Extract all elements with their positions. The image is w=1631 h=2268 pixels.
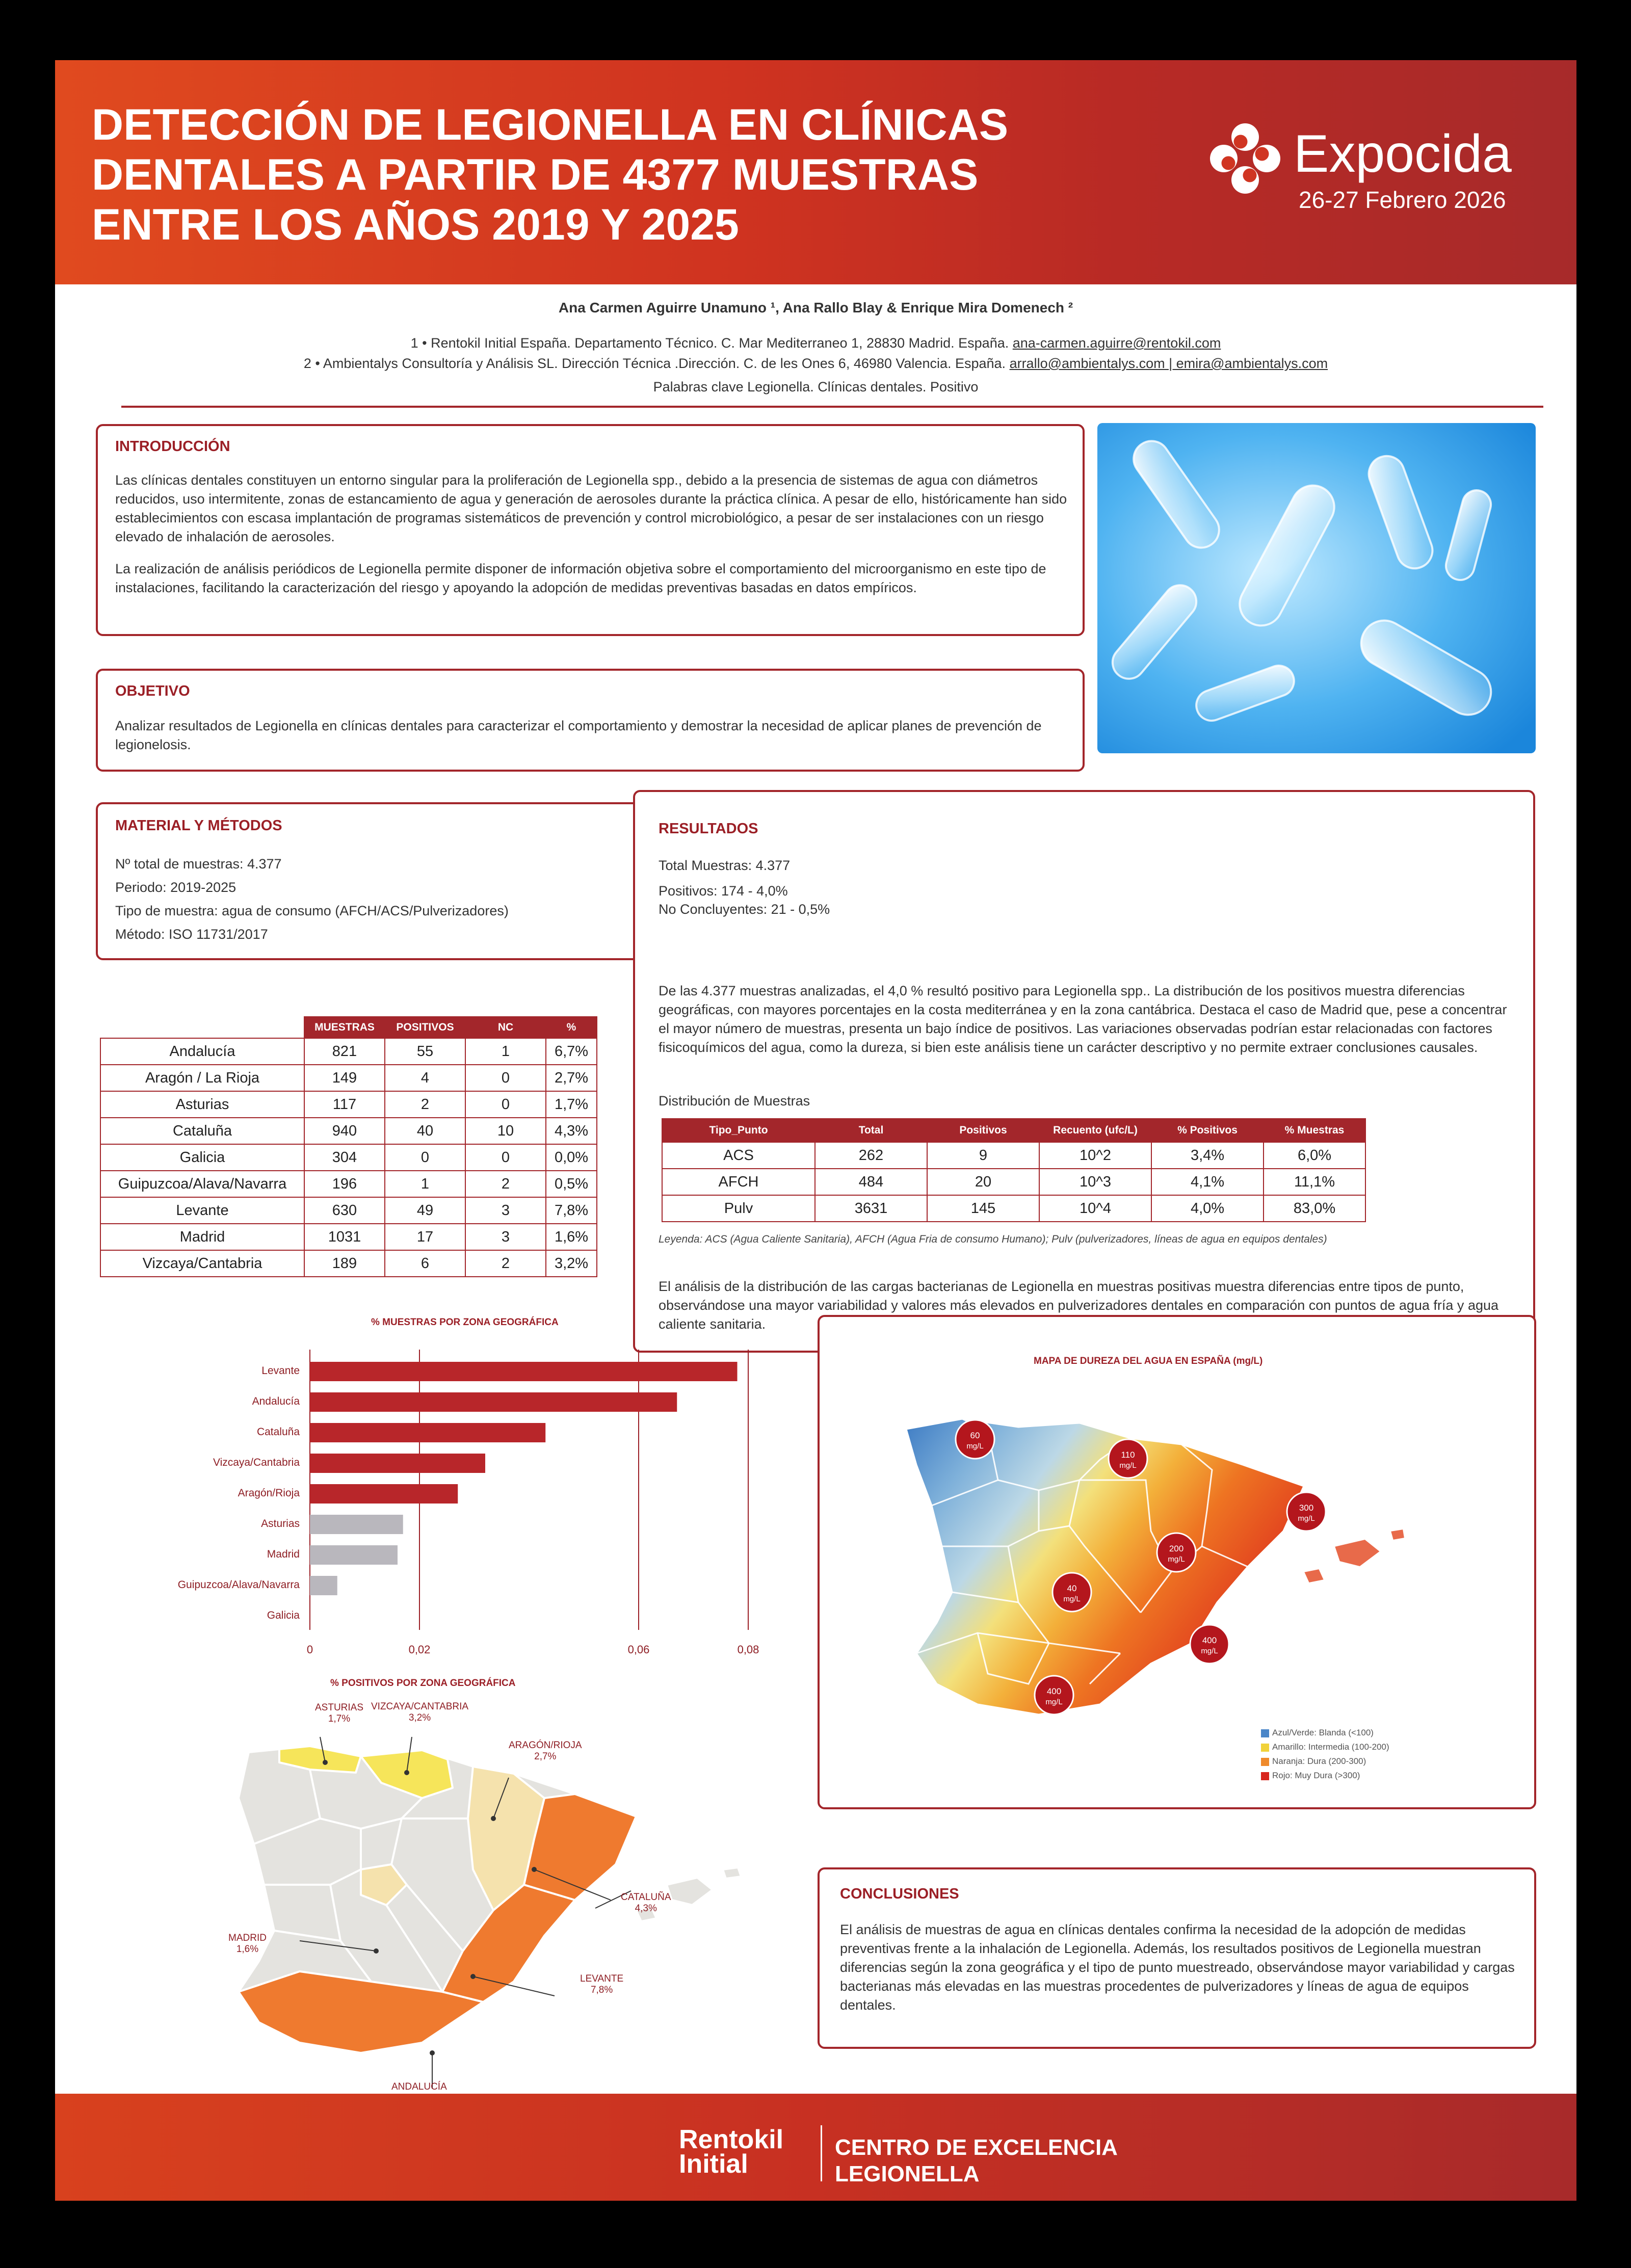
introduccion-box: [96, 424, 1085, 636]
table-header-cell: Recuento (ufc/L): [1039, 1119, 1151, 1142]
table-cell: AFCH: [662, 1169, 815, 1195]
category-label: Asturias: [261, 1518, 300, 1529]
table-row: [100, 1118, 597, 1144]
map-label-madrid: [228, 1933, 267, 1955]
region-name-cell: Asturias: [100, 1091, 304, 1118]
table-cell: 55: [385, 1038, 465, 1065]
distribucion-label: Distribución de Muestras: [659, 1093, 810, 1109]
table-cell: 3: [465, 1224, 546, 1250]
table-row: [662, 1142, 1365, 1169]
rentokil-logo: [679, 2125, 784, 2179]
legend-swatch: [1261, 1772, 1269, 1780]
category-label: Andalucía: [252, 1395, 300, 1407]
keywords: Palabras clave Legionella. Clínicas dentales. Positivo: [653, 379, 979, 394]
table-cell: 10: [465, 1118, 546, 1144]
map-label-value: 1,6%: [236, 1944, 259, 1955]
legionella-bacteria-image: [1097, 423, 1536, 753]
hardness-marker-unit: mg/L: [966, 1442, 984, 1451]
objetivo-text: Analizar resultados de Legionella en clínicas dentales para caracterizar el comportamiento y demostrar la necesidad de aplicar planes de prevención de legionelosis.: [115, 718, 1042, 752]
table-header-row: [662, 1119, 1365, 1142]
affiliation-2-email[interactable]: arrallo@ambientalys.com | emira@ambientalys.com: [1009, 356, 1328, 371]
map-label-value: 1,7%: [328, 1713, 351, 1724]
table-cell: 3: [465, 1197, 546, 1224]
table-cell: 1: [465, 1038, 546, 1065]
table-cell: 821: [304, 1038, 385, 1065]
table-cell: 196: [304, 1171, 385, 1197]
map-positivos-title: % POSITIVOS POR ZONA GEOGRÁFICA: [330, 1678, 516, 1689]
table-header-cell: MUESTRAS: [304, 1017, 385, 1038]
table-cell: 20: [927, 1169, 1039, 1195]
table-cell: 117: [304, 1091, 385, 1118]
hardness-marker-unit: mg/L: [1063, 1595, 1081, 1603]
table-cell: 40: [385, 1118, 465, 1144]
distribucion-table-body: [662, 1142, 1365, 1222]
table-cell: Pulv: [662, 1195, 815, 1222]
resultados-total: Total Muestras: 4.377: [659, 858, 791, 873]
resultados-box: [633, 790, 1535, 1353]
resultados-analysis: El análisis de la distribución de las cargas bacterianas de Legionella en muestras positivas muestra diferencias entre tipos de punto, observándose una mayor variabilidad y valores más elevados en pulverizadores dentales en comparación con puntos de agua fría y agua caliente sanitaria.: [659, 1279, 1499, 1332]
table-cell: 2: [465, 1250, 546, 1277]
affiliation-1-email[interactable]: ana-carmen.aguirre@rentokil.com: [1012, 335, 1221, 351]
material-lines: [115, 852, 640, 946]
table-cell: 10^3: [1039, 1169, 1151, 1195]
region-name-cell: Levante: [100, 1197, 304, 1224]
map-label-levante: [580, 1973, 623, 1996]
x-tick-label: 0,02: [408, 1643, 431, 1656]
legend-label: Naranja: Dura (200-300): [1272, 1756, 1366, 1766]
hardness-marker-unit: mg/L: [1201, 1647, 1218, 1655]
legend-item: [1261, 1728, 1374, 1738]
table-row: [100, 1144, 597, 1171]
objetivo-box: [96, 669, 1085, 772]
region-name-cell: Cataluña: [100, 1118, 304, 1144]
footer-line: CENTRO DE EXCELENCIA: [835, 2135, 1118, 2160]
affiliation-1: [55, 335, 1576, 351]
table-cell: 1,6%: [546, 1224, 597, 1250]
legend-swatch: [1261, 1744, 1269, 1752]
table-cell: 10^4: [1039, 1195, 1151, 1222]
table-row: [100, 1065, 597, 1091]
table-cell: 4,1%: [1151, 1169, 1264, 1195]
table-row: [662, 1195, 1365, 1222]
category-label: Galicia: [267, 1610, 300, 1621]
hardness-marker: [1287, 1492, 1326, 1531]
material-line: Nº total de muestras: 4.377: [115, 856, 282, 872]
header-banner: [55, 60, 1576, 284]
map-label-name: MADRID: [228, 1933, 267, 1943]
material-line: Periodo: 2019-2025: [115, 880, 236, 895]
table-header-cell: %: [546, 1017, 597, 1038]
region-name-cell: Andalucía: [100, 1038, 304, 1065]
resultados-no-concluyentes: No Concluyentes: 21 - 0,5%: [659, 902, 830, 917]
bar: [310, 1454, 485, 1473]
table-cell: 0: [385, 1144, 465, 1171]
table-row: [100, 1224, 597, 1250]
table-row: [100, 1197, 597, 1224]
brand-line: Initial: [679, 2149, 748, 2179]
hardness-marker: [1053, 1573, 1091, 1612]
material-box: [96, 802, 651, 960]
brand-line: Rentokil: [679, 2125, 784, 2154]
table-cell: 0,0%: [546, 1144, 597, 1171]
hardness-marker-unit: mg/L: [1298, 1514, 1315, 1523]
bar: [310, 1545, 398, 1565]
event-date: 26-27 Febrero 2026: [1299, 187, 1506, 213]
table-row: [100, 1091, 597, 1118]
region-table-body: [100, 1038, 597, 1277]
category-label: Madrid: [267, 1548, 300, 1560]
x-tick-label: 0,08: [737, 1643, 759, 1656]
map-label-vizcaya: [371, 1701, 468, 1724]
table-cell: 2: [385, 1091, 465, 1118]
table-cell: 11,1%: [1264, 1169, 1365, 1195]
dureza-map-box: [818, 1315, 1536, 1809]
category-label: Cataluña: [256, 1426, 300, 1438]
divider: [121, 406, 1543, 408]
table-cell: 83,0%: [1264, 1195, 1365, 1222]
table-cell: 630: [304, 1197, 385, 1224]
legend-item: [1261, 1756, 1366, 1766]
table-cell: 1,7%: [546, 1091, 597, 1118]
hardness-marker: [956, 1420, 994, 1459]
legend-swatch: [1261, 1758, 1269, 1766]
bar: [310, 1484, 458, 1504]
table-cell: 6,0%: [1264, 1142, 1365, 1169]
material-line: Método: ISO 11731/2017: [115, 927, 268, 942]
hardness-marker: [1109, 1439, 1147, 1478]
table-cell: 6: [385, 1250, 465, 1277]
bar: [310, 1362, 738, 1381]
affiliation-2-text: 2 • Ambientalys Consultoría y Análisis SL. Dirección Técnica .Dirección. C. de les Ones 6, 46980 Valencia. España.: [303, 356, 1010, 371]
region-table: [100, 1016, 597, 1277]
introduccion-paragraph: Las clínicas dentales constituyen un entorno singular para la proliferación de Legionella spp., debido a la presencia de sistemas de agua con diámetros reducidos, uso intermitente, zonas de estancamiento de agua y generación de aerosoles durante la práctica clínica. A pesar de ello, históricamente han sido establecimientos con escasa implantación de programas sistemáticos de prevención y control microbiológico, a pesar de ser instalaciones con un riesgo elevado de inhalación de aerosoles.: [115, 472, 1067, 544]
bar: [310, 1423, 545, 1442]
legend-swatch: [1261, 1729, 1269, 1737]
event-logo: [1207, 120, 1564, 253]
x-tick-label: 0: [306, 1643, 313, 1656]
table-header-cell: POSITIVOS: [385, 1017, 465, 1038]
table-cell: 4: [385, 1065, 465, 1091]
title-line: DENTALES A PARTIR DE 4377 MUESTRAS: [92, 150, 979, 199]
objetivo-title: OBJETIVO: [115, 683, 190, 699]
region-name-cell: Guipuzcoa/Alava/Navarra: [100, 1171, 304, 1197]
hardness-marker: [1035, 1676, 1073, 1715]
affiliation-1-text: 1 • Rentokil Initial España. Departamento Técnico. C. Mar Mediterraneo 1, 28830 Madrid. España.: [410, 335, 1013, 351]
hardness-marker-value: 200: [1169, 1544, 1184, 1553]
table-header-blank: [100, 1017, 304, 1038]
table-header-cell: NC: [465, 1017, 546, 1038]
conclusiones-title: CONCLUSIONES: [840, 1886, 959, 1902]
expocida-logo-icon: [1207, 120, 1283, 197]
table-cell: 2,7%: [546, 1065, 597, 1091]
x-tick-label: 0,06: [627, 1643, 650, 1656]
table-cell: 3,4%: [1151, 1142, 1264, 1169]
map-label-name: LEVANTE: [580, 1973, 624, 1984]
hardness-marker-unit: mg/L: [1045, 1698, 1063, 1706]
authors: Ana Carmen Aguirre Unamuno ¹, Ana Rallo Blay & Enrique Mira Domenech ²: [558, 300, 1073, 315]
chart-title: % MUESTRAS POR ZONA GEOGRÁFICA: [371, 1317, 559, 1328]
table-cell: 262: [815, 1142, 927, 1169]
table-cell: 4,3%: [546, 1118, 597, 1144]
table-cell: 145: [927, 1195, 1039, 1222]
hardness-marker-value: 300: [1299, 1503, 1314, 1513]
hardness-marker-value: 40: [1067, 1584, 1077, 1593]
category-label: Vizcaya/Cantabria: [213, 1457, 300, 1468]
resultados-title: RESULTADOS: [659, 821, 758, 837]
table-cell: 9: [927, 1142, 1039, 1169]
table-row: [100, 1038, 597, 1065]
table-cell: 0: [465, 1091, 546, 1118]
poster: [55, 60, 1576, 2201]
poster-title: [92, 100, 1060, 250]
resultados-paragraph: De las 4.377 muestras analizadas, el 4,0 % resultó positivo para Legionella spp.. La distribución de los positivos muestra diferencias geográficas, con mayores porcentajes en la costa mediterránea y en la zona cantábrica. Destaca el caso de Madrid que, pese a concentrar el mayor número de muestras, presenta un bajo índice de positivos. Las variaciones observadas podrían estar relacionadas con factores fisicoquímicos del agua, como la dureza, si bien este análisis tiene un carácter descriptivo y no permite extraer conclusiones causales.: [659, 983, 1507, 1055]
conclusiones-text: El análisis de muestras de agua en clínicas dentales confirma la necesidad de la adopción de medidas preventivas frente a la inhalación de Legionella. Además, los resultados positivos de Legionella muestran diferencias según la zona geográfica y el tipo de punto muestreado, observándose mayor variabilidad y cargas bacterianas más elevadas en las muestras procedentes de pulverizadores y líneas de agua de equipos dentales.: [840, 1922, 1515, 2013]
conclusiones-box: [818, 1867, 1536, 2049]
introduccion-title: INTRODUCCIÓN: [115, 438, 230, 455]
category-label: Aragón/Rioja: [238, 1487, 300, 1499]
region-name-cell: Vizcaya/Cantabria: [100, 1250, 304, 1277]
category-label: Guipuzcoa/Alava/Navarra: [177, 1579, 300, 1591]
map-label-name: VIZCAYA/CANTABRIA: [371, 1701, 469, 1712]
hardness-marker-unit: mg/L: [1119, 1461, 1137, 1470]
table-cell: 0: [465, 1065, 546, 1091]
table-cell: 484: [815, 1169, 927, 1195]
map-label-name: ASTURIAS: [315, 1702, 364, 1713]
introduccion-paragraph: La realización de análisis periódicos de Legionella permite disponer de información objetiva sobre el comportamiento del microorganismo en este tipo de instalaciones, facilitando la caracterización del riesgo y apoyando la adopción de medidas preventivas basadas en datos empíricos.: [115, 561, 1046, 595]
map-label-name: ANDALUCÍA: [391, 2081, 447, 2092]
table-cell: 940: [304, 1118, 385, 1144]
bar: [310, 1392, 677, 1412]
introduccion-text: [115, 471, 1068, 611]
table-cell: 0,5%: [546, 1171, 597, 1197]
hardness-marker-value: 400: [1202, 1636, 1217, 1645]
region-name-cell: Madrid: [100, 1224, 304, 1250]
dureza-map-title: MAPA DE DUREZA DEL AGUA EN ESPAÑA (mg/L): [1034, 1356, 1263, 1366]
region-name-cell: Galicia: [100, 1144, 304, 1171]
map-label-value: 2,7%: [534, 1751, 557, 1762]
table-row: [100, 1171, 597, 1197]
table-cell: 2: [465, 1171, 546, 1197]
resultados-positivos: Positivos: 174 - 4,0%: [659, 883, 788, 899]
event-name: Expocida: [1294, 124, 1512, 183]
hardness-marker: [1190, 1625, 1229, 1664]
table-cell: 189: [304, 1250, 385, 1277]
hardness-marker-unit: mg/L: [1168, 1555, 1185, 1564]
table-header-cell: Total: [815, 1119, 927, 1142]
table-header-cell: Tipo_Punto: [662, 1119, 815, 1142]
footer-banner: [55, 2094, 1576, 2201]
table-cell: 0: [465, 1144, 546, 1171]
affiliation-2: [55, 356, 1576, 372]
map-label-name: CATALUÑA: [621, 1892, 671, 1903]
table-header-cell: Positivos: [927, 1119, 1039, 1142]
legend-label: Amarillo: Intermedia (100-200): [1272, 1742, 1389, 1752]
legend-item: [1261, 1742, 1389, 1752]
bar: [310, 1576, 337, 1595]
table-cell: ACS: [662, 1142, 815, 1169]
footer-separator: [821, 2125, 822, 2181]
legend-label: Azul/Verde: Blanda (<100): [1272, 1728, 1374, 1737]
bar: [310, 1515, 403, 1534]
table-cell: 6,7%: [546, 1038, 597, 1065]
title-line: DETECCIÓN DE LEGIONELLA EN CLÍNICAS: [92, 100, 1009, 149]
legend-item: [1261, 1771, 1360, 1781]
table-cell: 17: [385, 1224, 465, 1250]
table-cell: 3,2%: [546, 1250, 597, 1277]
title-line: ENTRE LOS AÑOS 2019 Y 2025: [92, 200, 739, 249]
table-cell: 4,0%: [1151, 1195, 1264, 1222]
category-label: Levante: [261, 1365, 300, 1377]
material-line: Tipo de muestra: agua de consumo (AFCH/ACS/Pulverizadores): [115, 903, 509, 918]
table-header-cell: % Positivos: [1151, 1119, 1264, 1142]
table-cell: 1: [385, 1171, 465, 1197]
spain-hardness-map: [896, 1378, 1406, 1755]
distribucion-table: [662, 1118, 1366, 1222]
table-cell: 7,8%: [546, 1197, 597, 1224]
map-label-name: ARAGÓN/RIOJA: [509, 1740, 582, 1751]
table-row: [100, 1250, 597, 1277]
table-cell: 3631: [815, 1195, 927, 1222]
map-label-asturias: [315, 1702, 363, 1725]
table-cell: 49: [385, 1197, 465, 1224]
hardness-marker: [1157, 1533, 1196, 1572]
resultados-summary: [659, 856, 1515, 918]
table-cell: 1031: [304, 1224, 385, 1250]
material-title: MATERIAL Y MÉTODOS: [115, 817, 282, 834]
map-label-value: 3,2%: [408, 1712, 431, 1723]
hardness-marker-value: 60: [970, 1431, 980, 1440]
map-label-value: 7,8%: [590, 1985, 613, 1995]
table-header-row: [100, 1017, 597, 1038]
hardness-marker-value: 400: [1046, 1686, 1062, 1696]
footer-text: [835, 2134, 1118, 2187]
bar-chart: [86, 1339, 799, 1717]
table-cell: 10^2: [1039, 1142, 1151, 1169]
table-cell: 149: [304, 1065, 385, 1091]
table-cell: 304: [304, 1144, 385, 1171]
map-label-value: 4,3%: [635, 1903, 657, 1914]
legend-label: Rojo: Muy Dura (>300): [1272, 1771, 1360, 1780]
table-header-cell: % Muestras: [1264, 1119, 1365, 1142]
region-name-cell: Aragón / La Rioja: [100, 1065, 304, 1091]
hardness-marker-value: 110: [1121, 1450, 1135, 1460]
map-label-aragon: [509, 1740, 582, 1762]
footer-line: LEGIONELLA: [835, 2161, 980, 2186]
leyenda: Leyenda: ACS (Agua Caliente Sanitaria), AFCH (Agua Fria de consumo Humano); Pulv (pulverizadores, líneas de agua en equipos dentales): [659, 1233, 1327, 1245]
table-row: [662, 1169, 1365, 1195]
map-label-cataluna: [621, 1892, 671, 1914]
